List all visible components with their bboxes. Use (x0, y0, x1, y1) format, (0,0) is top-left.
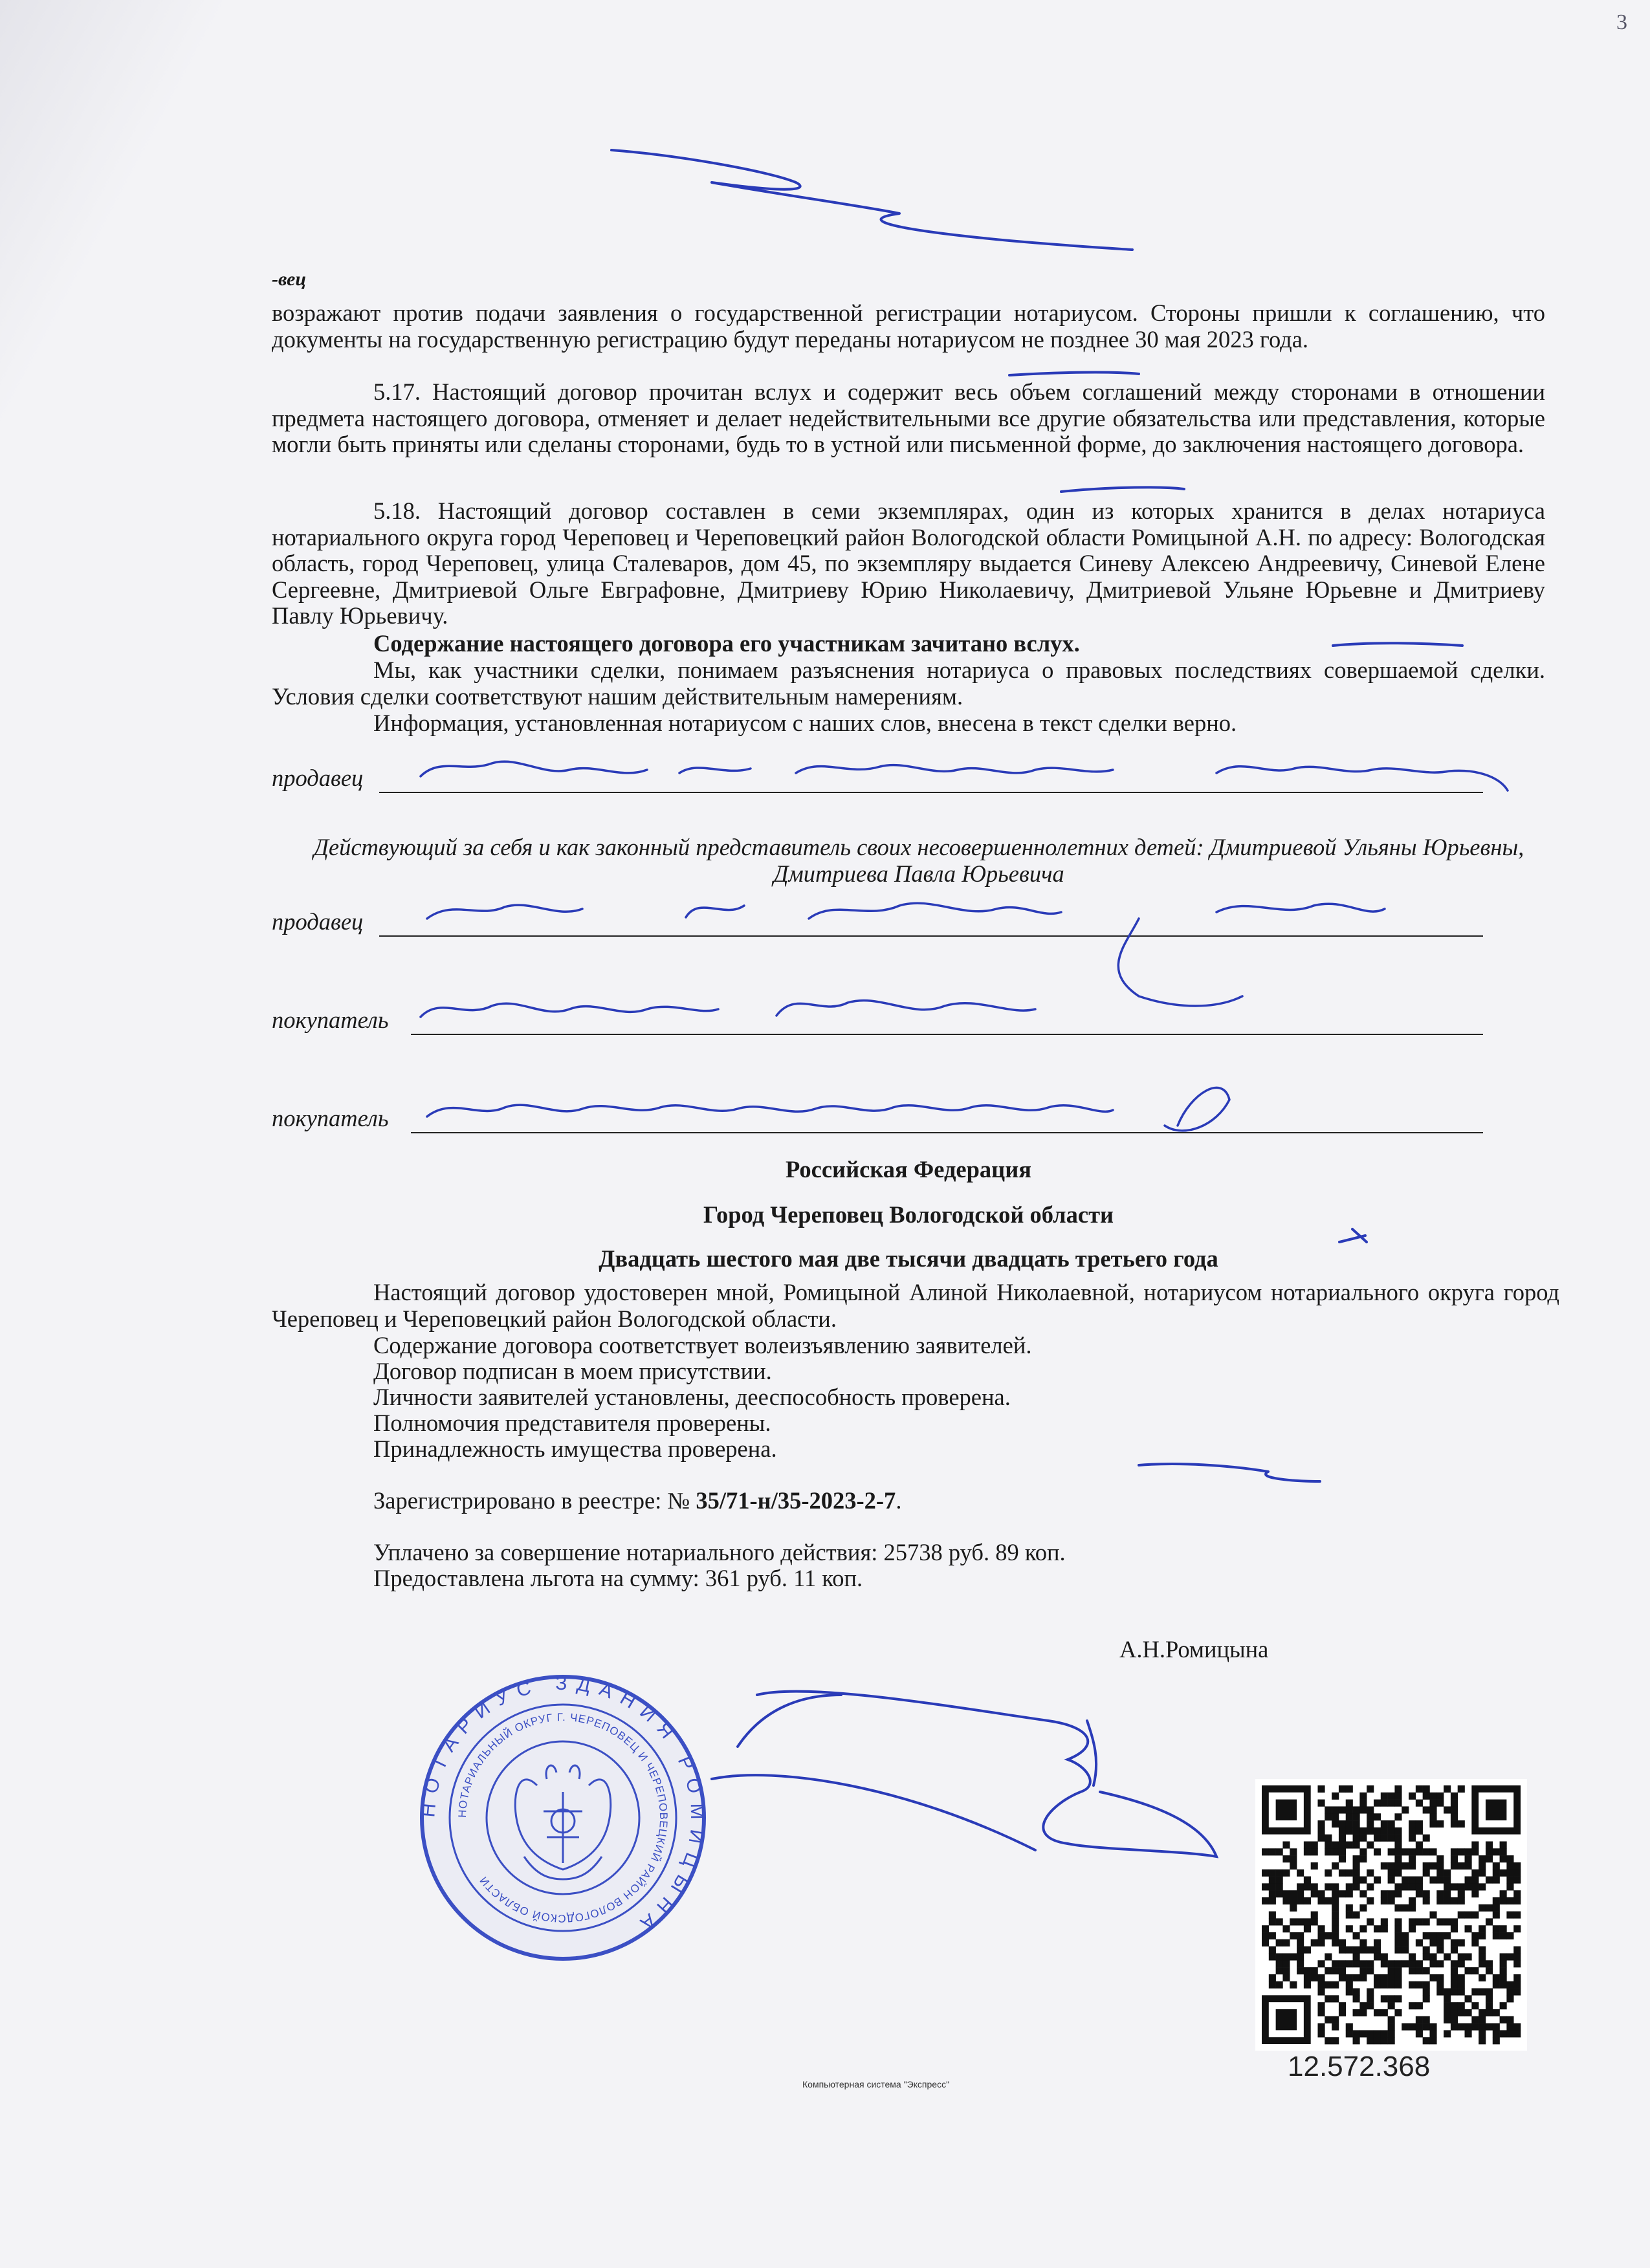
notary-name: А.Н.Ромицына (1119, 1636, 1269, 1663)
footer-system-label: Компьютерная система "Экспресс" (802, 2079, 950, 2089)
paragraph-5-18: 5.18. Настоящий договор составлен в семи экземплярах, один из которых хранится в делах нотариуса нотариального округа город Череповец и Череповецкий район Вологодской области Ромицыной А.Н. по адресу: Вологодская область, город Череповец, улица Сталеваров, дом 45, по экземпляру выдается Синеву Алексею Андреевичу, Синевой Елене Сергеевне, Дмитриевой Ольге Евграфовне, Дмитриеву Юрию Николаевичу, Дмитриевой Ульяне Юрьевне и Дмитриеву Павлу Юрьевичу. (272, 497, 1545, 629)
qr-number: 12.572.368 (1288, 2051, 1431, 2082)
signature-role-label: продавец (272, 765, 364, 791)
benefit-line: Предоставлена льгота на сумму: 361 руб. 11 коп. (373, 1565, 863, 1591)
read-aloud-statement: Содержание настоящего договора его участникам зачитано вслух. (373, 630, 1080, 657)
cert-item-2: Договор подписан в моем присутствии. (373, 1358, 772, 1384)
registry-label: Зарегистрировано в реестре: № (373, 1487, 690, 1514)
qr-code (1255, 1779, 1527, 2051)
paragraph-5-17: 5.17. Настоящий договор прочитан вслух и содержит весь объем соглашений между сторонами в отношении предмета настоящего договора, отменяет и делает недействительными все другие обязательства или представления, которые могли быть приняты или сделаны сторонами, будь то в устной или письменной форме, до заключения настоящего договора. (272, 378, 1545, 457)
cert-city: Город Череповец Вологодской области (703, 1201, 1114, 1228)
page-number: 3 (1616, 10, 1627, 34)
cert-date: Двадцать шестого мая две тысячи двадцать третьего года (599, 1245, 1218, 1272)
cert-item-3: Личности заявителей установлены, дееспособность проверена. (373, 1384, 1011, 1410)
understanding-statement: Мы, как участники сделки, понимаем разъяснения нотариуса о правовых последствиях совершаемой сделки. Условия сделки соответствуют нашим действительным намерениям. (272, 657, 1545, 710)
svg-text:НОТАРИУС ЗДАНИЯ РОМИЦЫНА: НОТАРИУС ЗДАНИЯ РОМИЦЫНА (417, 1672, 709, 1940)
cert-country: Российская Федерация (786, 1156, 1031, 1183)
signature-role-label: продавец (272, 908, 364, 935)
cert-item-5: Принадлежность имущества проверена. (373, 1435, 777, 1462)
paragraph-5-16-end: возражают против подачи заявления о государственной регистрации нотариусом. Стороны пришли к соглашению, что документы на государственную регистрацию будут переданы нотариусом не позднее 30 мая 2023 года. (272, 300, 1545, 353)
cert-body: Настоящий договор удостоверен мной, Ромицыной Алиной Николаевной, нотариусом нотариального округа город Череповец и Череповецкий район Вологодской области. (272, 1279, 1559, 1332)
notary-signature (712, 1692, 1216, 1857)
cert-item-1: Содержание договора соответствует волеизъявлению заявителей. (373, 1332, 1032, 1358)
registry-line: Зарегистрировано в реестре: № 35/71-н/35-2023-2-7. (373, 1487, 902, 1514)
information-statement: Информация, установленная нотариусом с наших слов, внесена в текст сделки верно. (373, 710, 1237, 736)
fee-line: Уплачено за совершение нотариального действия: 25738 руб. 89 коп. (373, 1539, 1066, 1565)
representative-note: Действующий за себя и как законный представитель своих несовершеннолетних детей: Дмитриевой Ульяны Юрьевны, Дмитриева Павла Юрьевича (313, 834, 1524, 887)
svg-text:НОТАРИАЛЬНЫЙ ОКРУГ Г. ЧЕРЕПОВЕ: НОТАРИАЛЬНЫЙ ОКРУГ Г. ЧЕРЕПОВЕЦ И ЧЕРЕПОВЕЦКИЙ РАЙОН ВОЛОГОДСКОЙ ОБЛАСТИ (456, 1710, 670, 1925)
top-initial-scribble (611, 150, 1132, 250)
registry-number: 35/71-н/35-2023-2-7 (696, 1487, 896, 1514)
notary-seal (417, 1673, 708, 1959)
top-fragment: -вец (272, 268, 307, 290)
cert-item-4: Полномочия представителя проверены. (373, 1410, 771, 1436)
signature-role-label: покупатель (272, 1105, 389, 1131)
signature-role-label: покупатель (272, 1007, 389, 1033)
